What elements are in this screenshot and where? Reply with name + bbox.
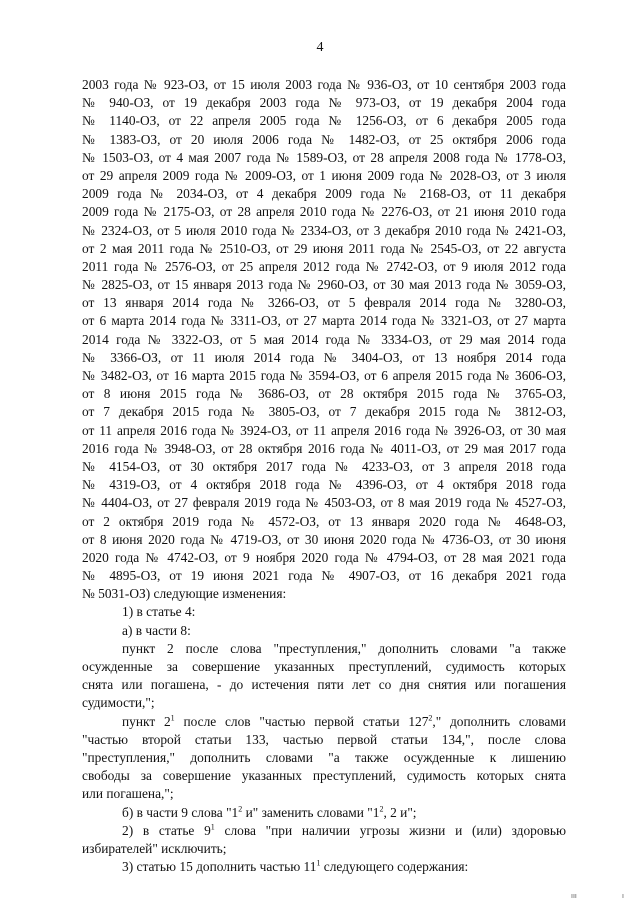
text-segment: б) в части 9 слова "1 [122,804,239,820]
text-line: № 4154-ОЗ, от 30 октября 2017 года № 4233-ОЗ, от 3 апреля 2018 года [82,458,566,474]
text-line: избирателей" исключить; [82,840,227,856]
text-line: а) в части 8: [122,622,191,638]
text-line: 2020 года № 4742-ОЗ, от 9 ноября 2020 года № 4794-ОЗ, от 28 мая 2021 года [82,549,566,565]
text-line [82,822,566,840]
text-line: 2009 года № 2175-ОЗ, от 28 апреля 2010 года № 2276-ОЗ, от 21 июня 2010 года [82,204,566,220]
scan-mark: ııı [571,892,577,900]
text-line: № 5031-ОЗ) следующие изменения: [82,586,287,602]
text-line: от 29 апреля 2009 года № 2009-ОЗ, от 1 июня 2009 года № 2028-ОЗ, от 3 июля [82,167,566,183]
text-segment: ," дополнить словами [432,713,566,729]
text-line: от 6 марта 2014 года № 3311-ОЗ, от 27 марта 2014 года № 3321-ОЗ, от 27 марта [82,313,566,329]
superscript: 1 [316,858,321,868]
page-number: 4 [316,40,324,55]
text-line: № 4895-ОЗ, от 19 июня 2021 года № 4907-ОЗ, от 16 декабря 2021 года [82,568,566,584]
text-line: от 11 апреля 2016 года № 3924-ОЗ, от 11 апреля 2016 года № 3926-ОЗ, от 30 мая [82,422,566,438]
text-line: от 2 мая 2011 года № 2510-ОЗ, от 29 июня 2011 года № 2545-ОЗ, от 22 августа [82,240,566,256]
text-line: от 2 октября 2019 года № 4572-ОЗ, от 13 января 2020 года № 4648-ОЗ, [82,513,566,529]
text-segment: 3) статью 15 дополнить частью 11 [122,859,317,875]
text-line: "частью второй статьи 133, частью первой статьи 134,", после слова [82,731,566,747]
text-line: 2011 года № 2576-ОЗ, от 25 апреля 2012 года № 2742-ОЗ, от 9 июля 2012 года [82,258,566,274]
text-line: 2003 года № 923-ОЗ, от 15 июля 2003 года № 936-ОЗ, от 10 сентября 2003 года [82,77,566,92]
text-line: от 7 декабря 2015 года № 3805-ОЗ, от 7 декабря 2015 года № 3812-ОЗ, [82,404,566,420]
text-line: № 1503-ОЗ, от 4 мая 2007 года № 1589-ОЗ, от 28 апреля 2008 года № 1778-ОЗ, [82,149,566,165]
text-segment: следующего содержания: [320,859,469,875]
text-line: осужденные за совершение указанных преступлений, судимость которых [82,659,566,674]
text-line: № 1140-ОЗ, от 22 апреля 2005 года № 1256-ОЗ, от 6 декабря 2005 года [82,113,566,129]
text-line [82,804,566,822]
superscript: 2 [428,713,433,723]
text-segment: после слов "частью первой статьи 127 [174,713,429,729]
text-line: "преступления," дополнить словами "а также осужденные к лишению [82,749,566,765]
text-segment: 2) в статье 9 [122,822,211,838]
text-line: судимости,"; [82,695,155,711]
text-line: 2016 года № 3948-ОЗ, от 28 октября 2016 года № 4011-ОЗ, от 29 мая 2017 года [82,440,566,456]
scan-mark: ı [622,892,624,900]
text-line: от 8 июня 2020 года № 4719-ОЗ, от 30 июня 2020 года № 4736-ОЗ, от 30 июня [82,531,566,547]
text-line: № 1383-ОЗ, от 20 июля 2006 года № 1482-ОЗ, от 25 октября 2006 года [82,131,566,147]
text-line: 1) в статье 4: [122,604,196,620]
text-segment: слова "при наличии угрозы жизни и (или) здоровью [214,822,566,838]
text-line: № 2324-ОЗ, от 5 июля 2010 года № 2334-ОЗ, от 3 декабря 2010 года № 2421-ОЗ, [82,222,566,238]
superscript: 2 [238,804,243,814]
text-line: № 940-ОЗ, от 19 декабря 2003 года № 973-ОЗ, от 19 декабря 2004 года [82,95,566,111]
body-text [82,76,566,876]
text-line: 2014 года № 3322-ОЗ, от 5 мая 2014 года № 3334-ОЗ, от 29 мая 2014 года [82,331,566,347]
text-line: пункт 2 после слова "преступления," дополнить словами "а также [122,640,566,656]
superscript: 2 [379,804,384,814]
text-line: от 8 июня 2015 года № 3686-ОЗ, от 28 октября 2015 года № 3765-ОЗ, [82,386,566,402]
text-line: свободы за совершение указанных преступлений, судимость которых снята [82,768,566,784]
text-line: или погашена,"; [82,786,174,802]
text-line: № 4319-ОЗ, от 4 октября 2018 года № 4396-ОЗ, от 4 октября 2018 года [82,477,566,493]
text-line: № 3482-ОЗ, от 16 марта 2015 года № 3594-ОЗ, от 6 апреля 2015 года № 3606-ОЗ, [82,368,566,383]
text-line: снята или погашена, - до истечения пяти лет со дня снятия или погашения [82,677,566,693]
text-segment: и" заменить словами "1 [242,804,380,820]
text-line: 2009 года № 2034-ОЗ, от 4 декабря 2009 года № 2168-ОЗ, от 11 декабря [82,186,566,202]
superscript: 1 [210,822,215,832]
text-line: от 13 января 2014 года № 3266-ОЗ, от 5 февраля 2014 года № 3280-ОЗ, [82,295,566,311]
text-line [82,858,566,876]
text-segment: пункт 2 [122,713,171,729]
text-line: № 3366-ОЗ, от 11 июля 2014 года № 3404-ОЗ, от 13 ноября 2014 года [82,349,566,365]
text-segment: , 2 и"; [383,804,417,820]
text-line: № 2825-ОЗ, от 15 января 2013 года № 2960-ОЗ, от 30 мая 2013 года № 3059-ОЗ, [82,277,566,293]
text-line: № 4404-ОЗ, от 27 февраля 2019 года № 4503-ОЗ, от 8 мая 2019 года № 4527-ОЗ, [82,495,566,511]
superscript: 1 [170,713,175,723]
text-line [82,713,566,731]
